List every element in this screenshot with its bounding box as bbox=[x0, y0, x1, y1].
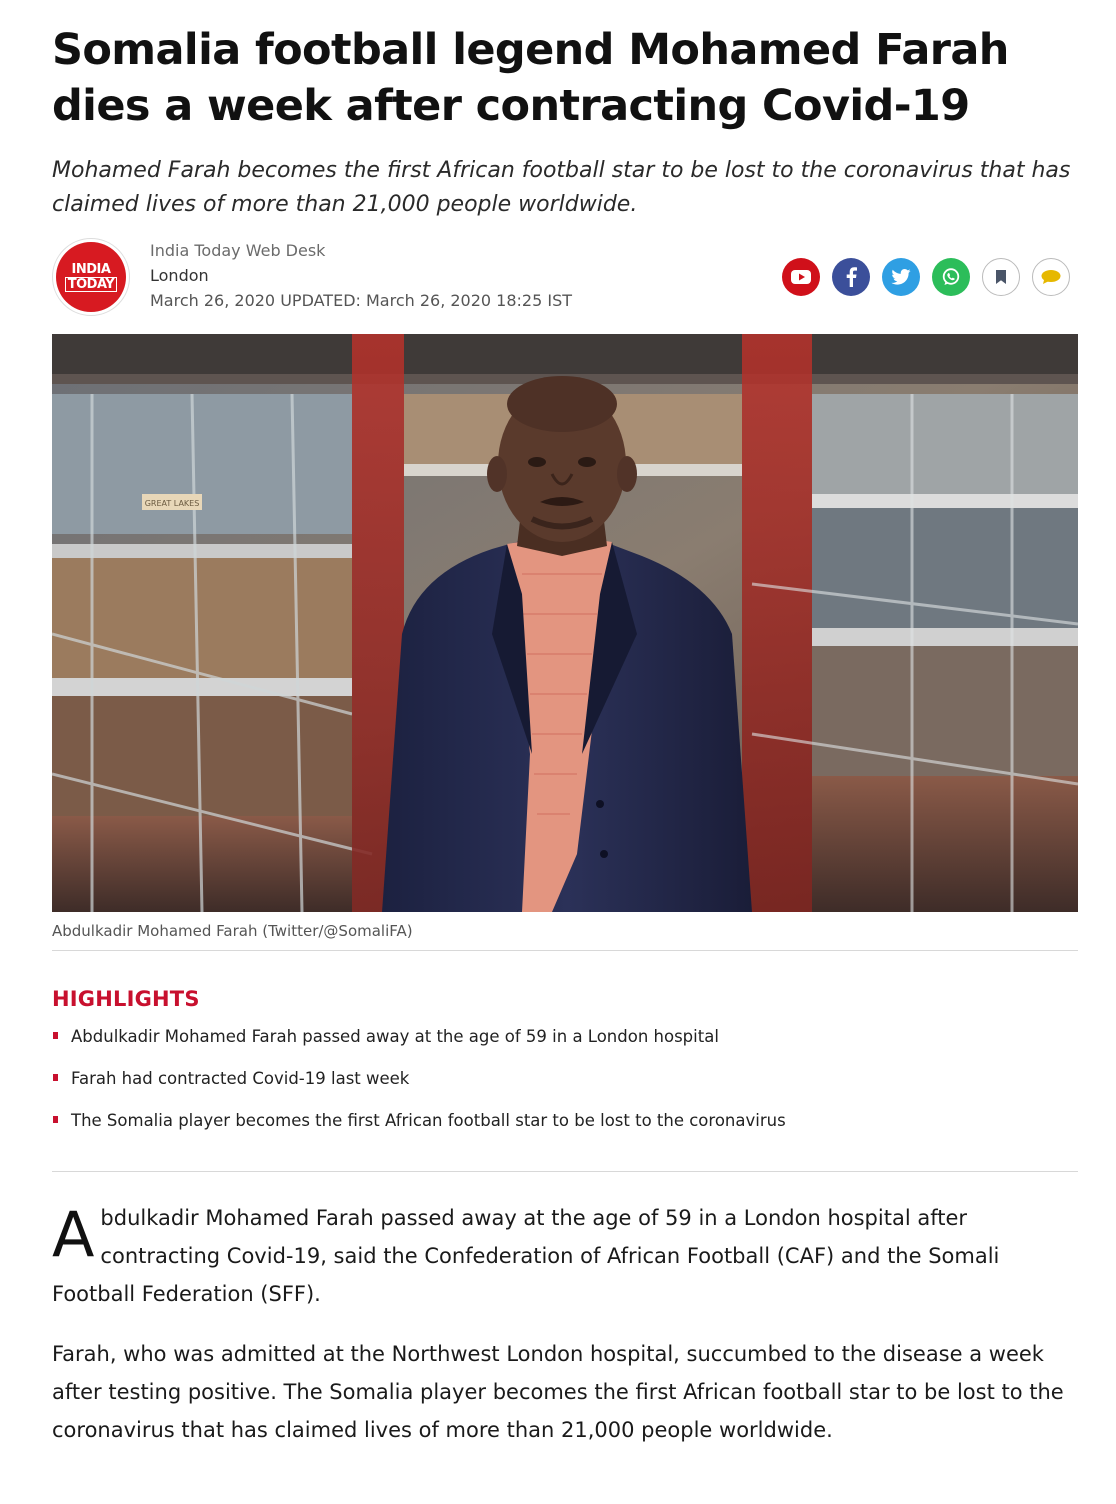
article-summary: Mohamed Farah becomes the first African football star to be lost to the coronavirus that has claimed lives of more than 21,000 people worldwide. bbox=[52, 158, 1071, 217]
lead-photo[interactable] bbox=[52, 334, 1078, 912]
highlight-text: Farah had contracted Covid-19 last week bbox=[71, 1069, 410, 1088]
highlight-text: The Somalia player becomes the first African football star to be lost to the coronavirus bbox=[71, 1111, 786, 1130]
bullet-icon bbox=[53, 1032, 58, 1039]
logo-badge bbox=[56, 242, 126, 312]
author-name[interactable]: India Today Web Desk bbox=[150, 241, 326, 260]
whatsapp-icon[interactable] bbox=[932, 258, 970, 296]
body-paragraph-2: Farah, who was admitted at the Northwest London hospital, succumbed to the disease a week after testing positive. The Somalia player becomes the first African football star to be lost to the coronavirus that has claimed lives of more than 21,000 people worldwide. bbox=[52, 1342, 1064, 1442]
highlight-item bbox=[52, 1025, 1078, 1049]
highlight-item bbox=[52, 1067, 1078, 1091]
youtube-icon[interactable] bbox=[782, 258, 820, 296]
comment-icon[interactable] bbox=[1032, 258, 1070, 296]
article-page bbox=[0, 22, 1116, 1449]
body-paragraph-1 bbox=[52, 1199, 1078, 1313]
lead-image-figure bbox=[52, 334, 1078, 951]
article-body bbox=[52, 1172, 1078, 1449]
highlights-box bbox=[52, 987, 1078, 1172]
logo-word-bottom: TODAY bbox=[65, 277, 117, 292]
twitter-icon[interactable] bbox=[882, 258, 920, 296]
bullet-icon bbox=[53, 1116, 58, 1123]
office-sign-text: GREAT LAKES bbox=[144, 499, 200, 508]
highlights-title: HIGHLIGHTS bbox=[52, 987, 200, 1011]
drop-cap: A bbox=[52, 1198, 95, 1271]
publish-date bbox=[150, 289, 572, 313]
highlight-text: Abdulkadir Mohamed Farah passed away at the age of 59 in a London hospital bbox=[71, 1027, 719, 1046]
facebook-icon[interactable] bbox=[832, 258, 870, 296]
bullet-icon bbox=[53, 1074, 58, 1081]
updated-date: UPDATED: March 26, 2020 18:25 IST bbox=[280, 291, 573, 310]
byline-meta bbox=[150, 240, 572, 313]
highlights-list bbox=[52, 1025, 1078, 1133]
image-caption: Abdulkadir Mohamed Farah (Twitter/@SomaliFA) bbox=[52, 912, 1078, 951]
india-today-logo[interactable] bbox=[52, 238, 130, 316]
headline: Somalia football legend Mohamed Farah dies a week after contracting Covid-19 bbox=[52, 25, 1009, 131]
published-date: March 26, 2020 bbox=[150, 291, 276, 310]
byline bbox=[52, 238, 1078, 328]
highlight-item bbox=[52, 1109, 1078, 1133]
share-bar bbox=[782, 258, 1070, 296]
dateline-location: London bbox=[150, 266, 209, 285]
logo-word-top: INDIA bbox=[71, 261, 111, 277]
paragraph-text: bdulkadir Mohamed Farah passed away at the age of 59 in a London hospital after contracting Covid-19, said the Confederation of African Football (CAF) and the Somali Football Federation (SFF). bbox=[52, 1206, 1000, 1306]
bookmark-icon[interactable] bbox=[982, 258, 1020, 296]
